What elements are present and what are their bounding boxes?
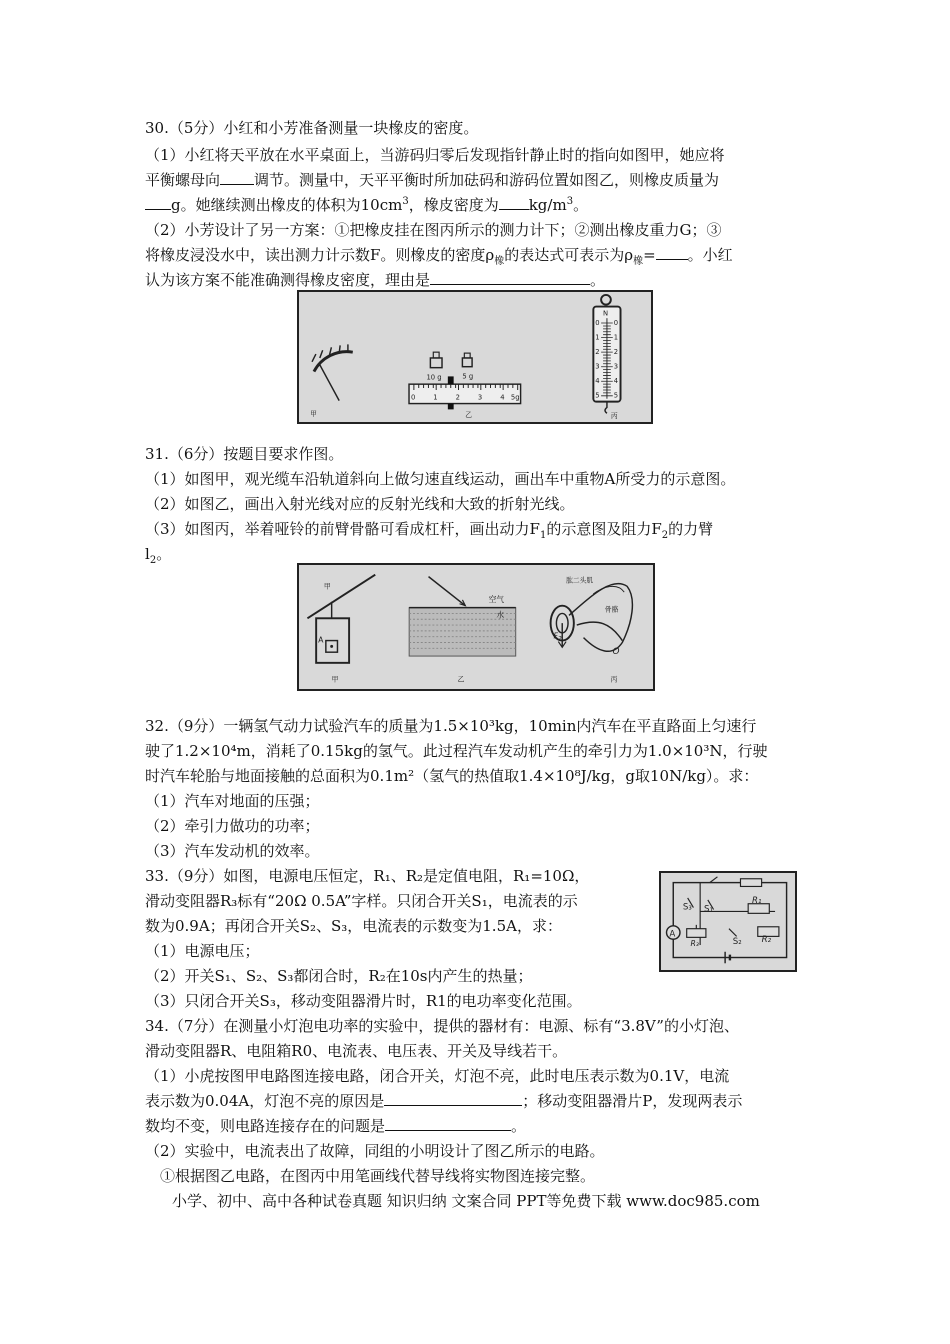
q33-circuit-svg [661,873,795,970]
q30-line-4-text-d: kg/m [528,196,567,214]
q34-line-5-text-b: 。 [511,1117,527,1135]
q30-line-6-text-e: = [643,246,656,264]
fig31-label-bing: 丙 [610,675,618,684]
arm-outline [569,584,632,652]
label-biceps: 肱二头肌 [566,576,594,585]
q34-line-6: （2）实验中，电流表出了故障，同组的小明设计了图乙所示的电路。 [145,1142,605,1160]
scale-ring [601,295,611,305]
q31-line-2: （1）如图甲，观光缆车沿轨道斜向上做匀速直线运动，画出车中重物A所受力的示意图。 [145,470,736,488]
answer-blank-mass[interactable] [145,195,171,210]
q32-line-3: 时汽车轮胎与地面接触的总面积为0.1m²（氢气的热值取1.4×10⁸J/kg，g取10N/kg）。求： [145,767,759,785]
resistor-top [740,879,761,887]
weight-10g-knob [433,352,439,358]
q34-line-2: 滑动变阻器R、电阻箱R0、电流表、电压表、开关及导线若干。 [145,1042,568,1060]
object-A-label: A [318,635,324,645]
scale-left-1: 1 [595,333,600,342]
q31-line-5-sub-b: 2 [149,555,157,566]
q30-line-7 [145,270,605,290]
page-footer: 小学、初中、高中各种试卷真题 知识归纳 文案合同 PPT等免费下载 www.doc985.com [172,1192,760,1210]
q30-line-6-text-c: 的表达式可表示为ρ [504,246,634,264]
resistor-r3 [687,929,706,938]
biceps-muscle [593,586,624,594]
q30-figure-svg [299,292,651,422]
answer-blank-wiring-problem[interactable] [385,1116,511,1131]
answer-blank-expression[interactable] [656,245,688,260]
switch-top [710,877,718,883]
q31-line-4-text-c: 的示意图及阻力F [546,520,662,538]
weight-5g-label: 5 g [462,372,474,381]
q30-line-6-sub-b: 橡 [494,256,505,267]
q31-figure [297,563,655,691]
weight-5g [462,358,472,367]
q34-line-4-text-a: 表示数为0.04A，灯泡不亮的原因是 [145,1092,385,1110]
scale-right-5: 5 [613,391,619,400]
scale-unit: N [603,309,609,318]
q34-line-5-text-a: 数均不变，则电路连接存在的问题是 [145,1117,386,1135]
label-ammeter: A [669,929,676,940]
q30-figure [297,290,653,424]
fig30-label-yi: 乙 [465,411,473,420]
label-bone: 骨骼 [604,605,619,614]
scale-right-0: 0 [613,318,619,327]
ruler-tick-3: 3 [477,393,483,402]
fig30-label-bing: 丙 [610,412,618,421]
rider-bottom [448,404,454,410]
label-r3: R₃ [690,938,699,948]
q31-line-4-sub-b: 1 [539,530,547,541]
q31-line-5-text-a: l [145,545,150,563]
balance-pointer [320,365,339,401]
cable-track [307,575,375,619]
fig31-label-jia: 甲 [331,675,339,684]
q34-line-4 [145,1091,742,1111]
label-s1: S₁ [703,904,713,915]
scale-hook [605,402,607,414]
q30-line-6-text-a: 将橡皮浸没水中，读出测力计示数F。则橡皮的密度ρ [145,246,495,264]
q32-line-2: 驶了1.2×10⁴m，消耗了0.15kg的氢气。此过程汽车发动机产生的牵引力为1.0×10³N，行驶 [145,742,768,760]
q34-line-1: 34.（7分）在测量小灯泡电功率的实验中，提供的器材有：电源、标有“3.8V”的小灯泡、 [145,1017,739,1035]
q33-circuit-figure [659,871,797,972]
scale-right-4: 4 [613,377,619,386]
q30-line-4-text-f: 。 [573,196,589,214]
label-air: 空气 [488,594,505,604]
weight-10g-label: 10 g [426,373,442,382]
q31-line-3: （2）如图乙，画出入射光线对应的反射光线和大致的折射光线。 [145,495,575,513]
q32-line-1: 32.（9分）一辆氢气动力试验汽车的质量为1.5×10³kg，10min内汽车在平直路面上匀速行 [145,717,757,735]
q30-line-4 [145,195,588,215]
label-s2: S₂ [732,937,742,948]
scale-right-2: 2 [613,348,619,357]
q33-line-2: 滑动变阻器R₃标有“20Ω 0.5A”字样。只闭合开关S₁，电流表的示 [145,892,578,910]
object-A-dot [330,645,333,648]
q30-line-6 [145,245,733,265]
fig31-label-yi: 乙 [457,675,465,684]
q34-line-4-text-b: ；移动变阻器滑片P，发现两表示 [522,1092,743,1110]
q33-line-3: 数为0.9A；再闭合开关S₂、S₃，电流表的示数变为1.5A，求： [145,917,562,935]
ruler-tick-4: 4 [500,393,505,402]
q30-line-4-sup-a: 3 [402,196,409,207]
q30-line-4-sup-e: 3 [566,196,574,207]
label-r1: R₁ [752,895,762,906]
q33-line-1: 33.（9分）如图，电源电压恒定，R₁、R₂是定值电阻，R₁=10Ω， [145,867,590,885]
scale-left-0: 0 [595,318,600,327]
switch-s2 [729,929,737,937]
balance-dial-arc [314,352,353,372]
q30-line-4-text-a: g。她继续测出橡皮的体积为10cm [171,196,403,214]
label-r2: R₂ [761,935,772,946]
q31-line-4-text-e: 的力臂 [668,520,714,538]
scale-left-5: 5 [595,391,600,400]
q33-line-5: （2）开关S₁、S₂、S₃都闭合时，R₂在10s内产生的热量； [145,967,533,985]
scale-right-3: 3 [613,362,619,371]
q34-line-3: （1）小虎按图甲电路图连接电路，闭合开关，灯泡不亮，此时电压表示数为0.1V，电流 [145,1067,730,1085]
q31-line-5-text-c: 。 [156,545,172,563]
q30-line-2: （1）小红将天平放在水平桌面上，当游码归零后发现指针静止时的指向如图甲，她应将 [145,146,725,164]
scale-left-2: 2 [595,348,600,357]
q32-line-4: （1）汽车对地面的压强； [145,792,320,810]
q33-line-4: （1）电源电压； [145,942,260,960]
rider-top [448,376,454,384]
q34-line-5 [145,1116,526,1136]
ruler-tick-1: 1 [433,393,438,402]
q34-line-7: ①根据图乙电路，在图丙中用笔画线代替导线将实物图连接完整。 [160,1167,596,1185]
q31-figure-svg [299,565,653,689]
q30-line-3-text-a: 平衡螺母向 [145,171,221,189]
label-water: 水 [496,610,505,620]
ruler-tick-2: 2 [455,393,460,402]
q30-line-7-text-a: 认为该方案不能准确测得橡皮密度，理由是 [145,271,431,289]
q32-line-5: （2）牵引力做功的功率； [145,817,320,835]
label-s3: S₃ [682,902,692,913]
q31-line-1: 31.（6分）按题目要求作图。 [145,445,344,463]
label-f2-sub: 2 [557,636,562,643]
q30-line-5: （2）小芳设计了另一方案：①把橡皮挂在图丙所示的测力计下；②测出橡皮重力G；③ [145,221,722,239]
answer-blank-lamp-cause[interactable] [384,1091,522,1106]
q30-line-4-text-c: ，橡皮密度为 [408,196,499,214]
q30-line-7-text-b: 。 [590,271,606,289]
answer-blank-density[interactable] [499,195,529,210]
q30-line-3 [145,170,719,190]
q32-line-6: （3）汽车发动机的效率。 [145,842,320,860]
ruler-tick-0: 0 [410,393,416,402]
q30-line-6-sub-d: 橡 [633,256,644,267]
q30-line-6-text-f: 。小红 [687,246,733,264]
q31-line-4-text-a: （3）如图丙，举着哑铃的前臂骨骼可看成杠杆，画出动力F [145,520,540,538]
label-f2-main: F [553,631,558,641]
answer-blank-direction[interactable] [220,170,254,185]
incident-ray [429,577,466,606]
fig31-marker-v: 甲 [323,582,331,591]
scale-left-3: 3 [595,362,600,371]
ruler-tick-5: 5g [510,393,520,402]
label-pivot-O: O [612,647,620,658]
q31-line-4 [145,519,713,539]
scale-right-1: 1 [613,333,619,342]
answer-blank-reason[interactable] [430,270,590,285]
weight-10g [430,358,442,368]
q30-line-3-text-b: 调节。测量中，天平平衡时所加砝码和游码位置如图乙，则橡皮质量为 [254,171,720,189]
fig30-label-jia: 甲 [310,410,317,419]
q33-line-6: （3）只闭合开关S₃，移动变阻器滑片时，R1的电功率变化范围。 [145,992,582,1010]
q31-line-4-sub-d: 2 [661,530,669,541]
scale-left-4: 4 [595,377,600,386]
q31-line-5 [145,544,171,564]
q30-line-1: 30.（5分）小红和小芳准备测量一块橡皮的密度。 [145,119,479,137]
